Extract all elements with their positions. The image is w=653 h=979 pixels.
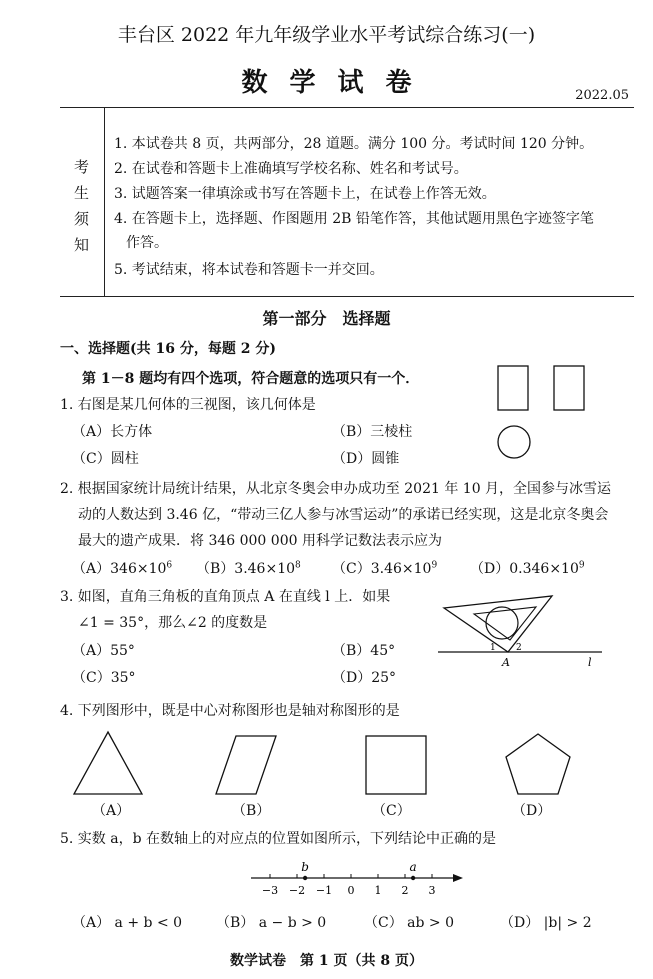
q2-option-exp: 9 xyxy=(431,560,438,571)
exam-notice-box xyxy=(60,107,634,297)
q3-stem-line: 3. 如图，直角三角板的直角顶点 A 在直线 l 上．如果 xyxy=(60,589,391,605)
q3-triangle-figure xyxy=(430,590,610,678)
axis-arrow-icon xyxy=(453,874,463,882)
angle-1-label: 1 xyxy=(490,643,496,653)
exam-subtitle: 数学试卷 xyxy=(241,68,434,98)
q2-option-b xyxy=(196,558,301,578)
point-a-label: A xyxy=(502,656,510,669)
angle-2-label: 2 xyxy=(516,643,522,653)
q2-stem-line: 动的人数达到 3.46 亿，“带动三亿人参与冰雪运动”的承诺已经实现，这是北京冬奥会 xyxy=(78,507,609,523)
axis-tick-label: −1 xyxy=(315,884,333,897)
axis-tick-label: −3 xyxy=(261,884,279,897)
exam-title: 丰台区 2022 年九年级学业水平考试综合练习(一) xyxy=(117,24,536,46)
exam-date: 2022.05 xyxy=(575,88,629,103)
notice-label-char: 生 xyxy=(74,184,90,202)
axis-tick-label: 1 xyxy=(374,884,382,897)
axis-tick-label: −2 xyxy=(288,884,306,897)
notice-item: 2. 在试卷和答题卡上准确填写学校名称、姓名和考试号。 xyxy=(114,161,468,177)
axis-tick-label: 2 xyxy=(401,884,409,897)
q2-stem-line: 最大的遗产成果．将 346 000 000 用科学记数法表示应为 xyxy=(78,533,442,549)
point-a-label: a xyxy=(409,860,417,874)
q2-option-base: 3.46×10 xyxy=(234,561,296,577)
q1-three-views-figure xyxy=(490,362,600,472)
equilateral-triangle-shape xyxy=(74,732,142,794)
q2-option-base: 0.346×10 xyxy=(509,561,579,577)
axis-tick-label: 3 xyxy=(428,884,436,897)
q2-option-exp: 9 xyxy=(578,560,585,571)
q2-option-exp: 8 xyxy=(295,560,301,571)
q3-option-b: （B）45° xyxy=(332,643,396,659)
q4-label-b: （B） xyxy=(232,803,271,819)
side-view-rect xyxy=(554,366,584,410)
q4-shapes-figure xyxy=(60,726,620,800)
q1-option-c: （C）圆柱 xyxy=(72,451,139,467)
line-l-label: l xyxy=(588,656,592,669)
q3-option-c: （C）35° xyxy=(72,670,136,686)
part-title: 第一部分 选择题 xyxy=(262,309,391,328)
q2-option-exp: 6 xyxy=(166,560,173,571)
notice-item: 5. 考试结束，将本试卷和答题卡一并交回。 xyxy=(114,262,384,278)
point-b-dot xyxy=(303,876,307,880)
top-view-circle xyxy=(498,426,530,458)
q1-option-a: （A）长方体 xyxy=(72,424,153,440)
q3-option-a: （A）55° xyxy=(72,643,135,659)
notice-label-char: 考 xyxy=(74,158,90,176)
point-b-label: b xyxy=(301,860,309,874)
q2-option-a xyxy=(72,558,172,578)
q1-option-d: （D）圆锥 xyxy=(332,451,400,467)
q5-option-d: （D） |b| > 2 xyxy=(500,915,592,931)
outer-triangle xyxy=(444,596,552,652)
notice-label-char: 知 xyxy=(74,236,90,254)
page-footer: 数学试卷 第 1 页（共 8 页） xyxy=(230,953,423,969)
section-title: 一、选择题(共 16 分，每题 2 分) xyxy=(60,341,276,357)
point-a-dot xyxy=(411,876,415,880)
q2-stem-line: 2. 根据国家统计局统计结果，从北京冬奥会申办成功至 2021 年 10 月，全国参与冰雪运 xyxy=(60,481,612,497)
notice-divider xyxy=(104,108,105,296)
axis-tick-label: 0 xyxy=(347,884,355,897)
notice-item: 3. 试题答案一律填涂或书写在答题卡上，在试卷上作答无效。 xyxy=(114,186,496,202)
q2-option-label: （A） xyxy=(72,561,111,577)
q4-label-a: （A） xyxy=(92,803,131,819)
parallelogram-shape xyxy=(216,736,276,794)
q2-option-d xyxy=(470,558,585,578)
q3-stem-line: ∠1 = 35°，那么∠2 的度数是 xyxy=(78,615,268,631)
q2-option-label: （D） xyxy=(470,561,510,577)
q4-label-d: （D） xyxy=(512,803,552,819)
q1-option-b: （B）三棱柱 xyxy=(332,424,413,440)
q2-option-c xyxy=(332,558,437,578)
notice-item: 4. 在答题卡上，选择题、作图题用 2B 铅笔作答，其他试题用黑色字迹签字笔 xyxy=(114,211,594,227)
q4-label-c: （C） xyxy=(372,803,411,819)
q5-option-a: （A） a + b < 0 xyxy=(72,915,183,931)
q5-option-c: （C） ab > 0 xyxy=(364,915,455,931)
notice-item: 作答。 xyxy=(126,235,168,251)
q3-option-d: （D）25° xyxy=(332,670,397,686)
q2-option-label: （B） xyxy=(196,561,235,577)
q4-stem: 4. 下列图形中，既是中心对称图形也是轴对称图形的是 xyxy=(60,703,400,719)
q2-option-label: （C） xyxy=(332,561,371,577)
notice-item: 1. 本试卷共 8 页，共两部分，28 道题。满分 100 分。考试时间 120 分钟。 xyxy=(114,136,594,152)
notice-label-char: 须 xyxy=(74,210,90,228)
q2-option-base: 3.46×10 xyxy=(370,561,432,577)
q5-option-b: （B） a − b > 0 xyxy=(216,915,327,931)
q2-option-base: 346×10 xyxy=(110,561,167,577)
square-shape xyxy=(366,736,426,794)
front-view-rect xyxy=(498,366,528,410)
q1-stem: 1. 右图是某几何体的三视图，该几何体是 xyxy=(60,397,316,413)
section-instruction: 第 1－8 题均有四个选项，符合题意的选项只有一个． xyxy=(82,371,420,387)
q5-number-line xyxy=(245,858,470,900)
q5-stem: 5. 实数 a，b 在数轴上的对应点的位置如图所示，下列结论中正确的是 xyxy=(60,831,497,847)
pentagon-shape xyxy=(506,734,570,794)
